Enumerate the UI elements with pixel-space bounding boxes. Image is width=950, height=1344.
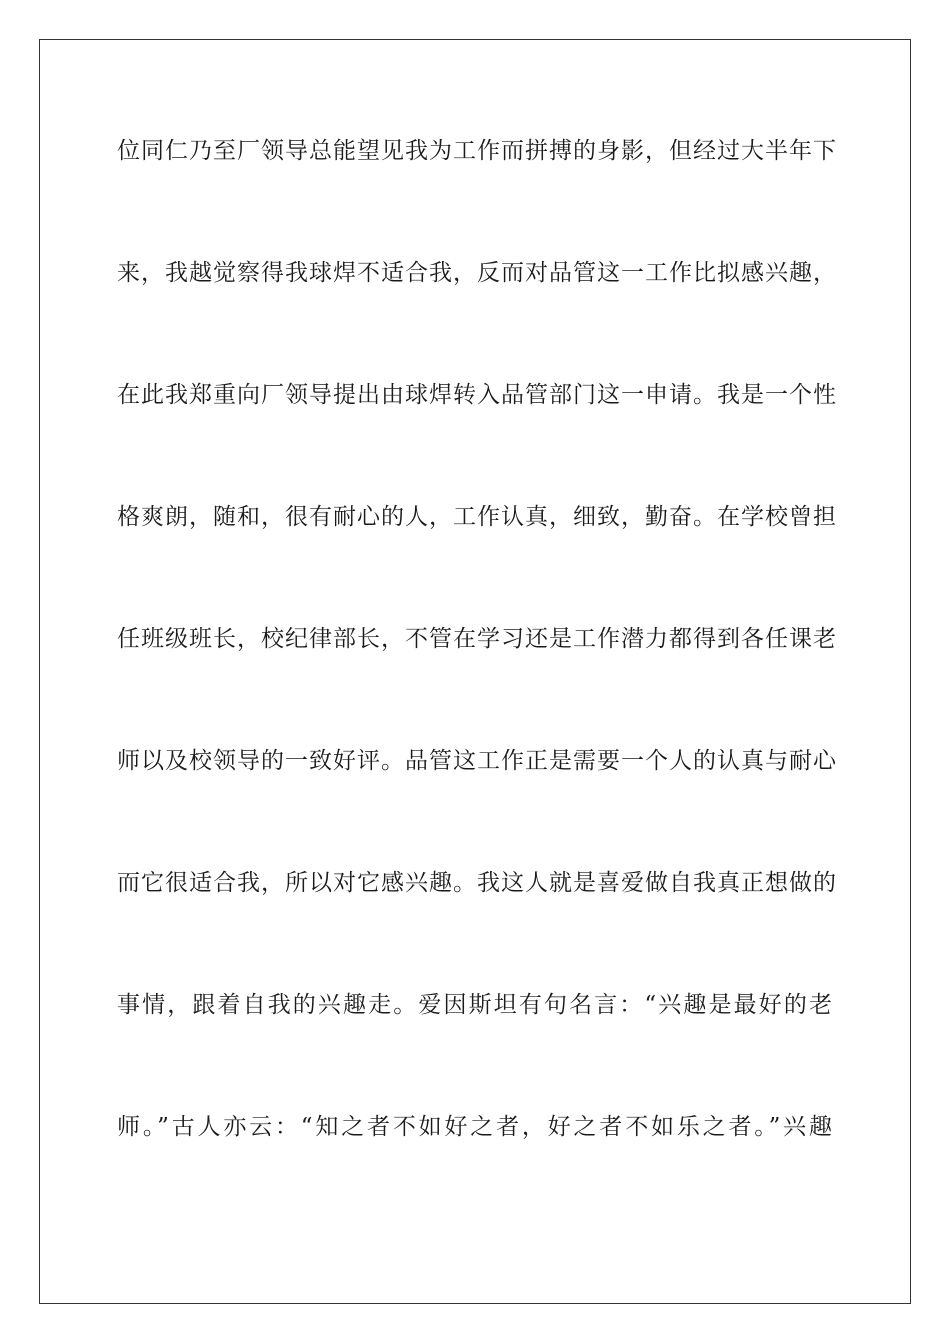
- text-line: 格爽朗，随和，很有耐心的人，工作认真，细致，勤奋。在学校曾担: [117, 504, 837, 530]
- text-line: 事情，跟着自我的兴趣走。爱因斯坦有句名言：“兴趣是最好的老: [117, 992, 833, 1018]
- text-line: 来，我越觉察得我球焊不适合我，反而对品管这一工作比拟感兴趣，: [117, 260, 837, 286]
- text-line: 师以及校领导的一致好评。品管这工作正是需要一个人的认真与耐心: [117, 748, 837, 774]
- text-line: 任班级班长，校纪律部长，不管在学习还是工作潜力都得到各任课老: [117, 626, 837, 652]
- text-line: 而它很适合我，所以对它感兴趣。我这人就是喜爱做自我真正想做的: [117, 870, 837, 896]
- document-body: [117, 128, 837, 1226]
- text-line: 在此我郑重向厂领导提出由球焊转入品管部门这一申请。我是一个性: [117, 382, 837, 408]
- text-line: 师。”古人亦云：“知之者不如好之者，好之者不如乐之者。”兴趣: [117, 1114, 833, 1140]
- text-line: 位同仁乃至厂领导总能望见我为工作而拼搏的身影，但经过大半年下: [117, 138, 837, 164]
